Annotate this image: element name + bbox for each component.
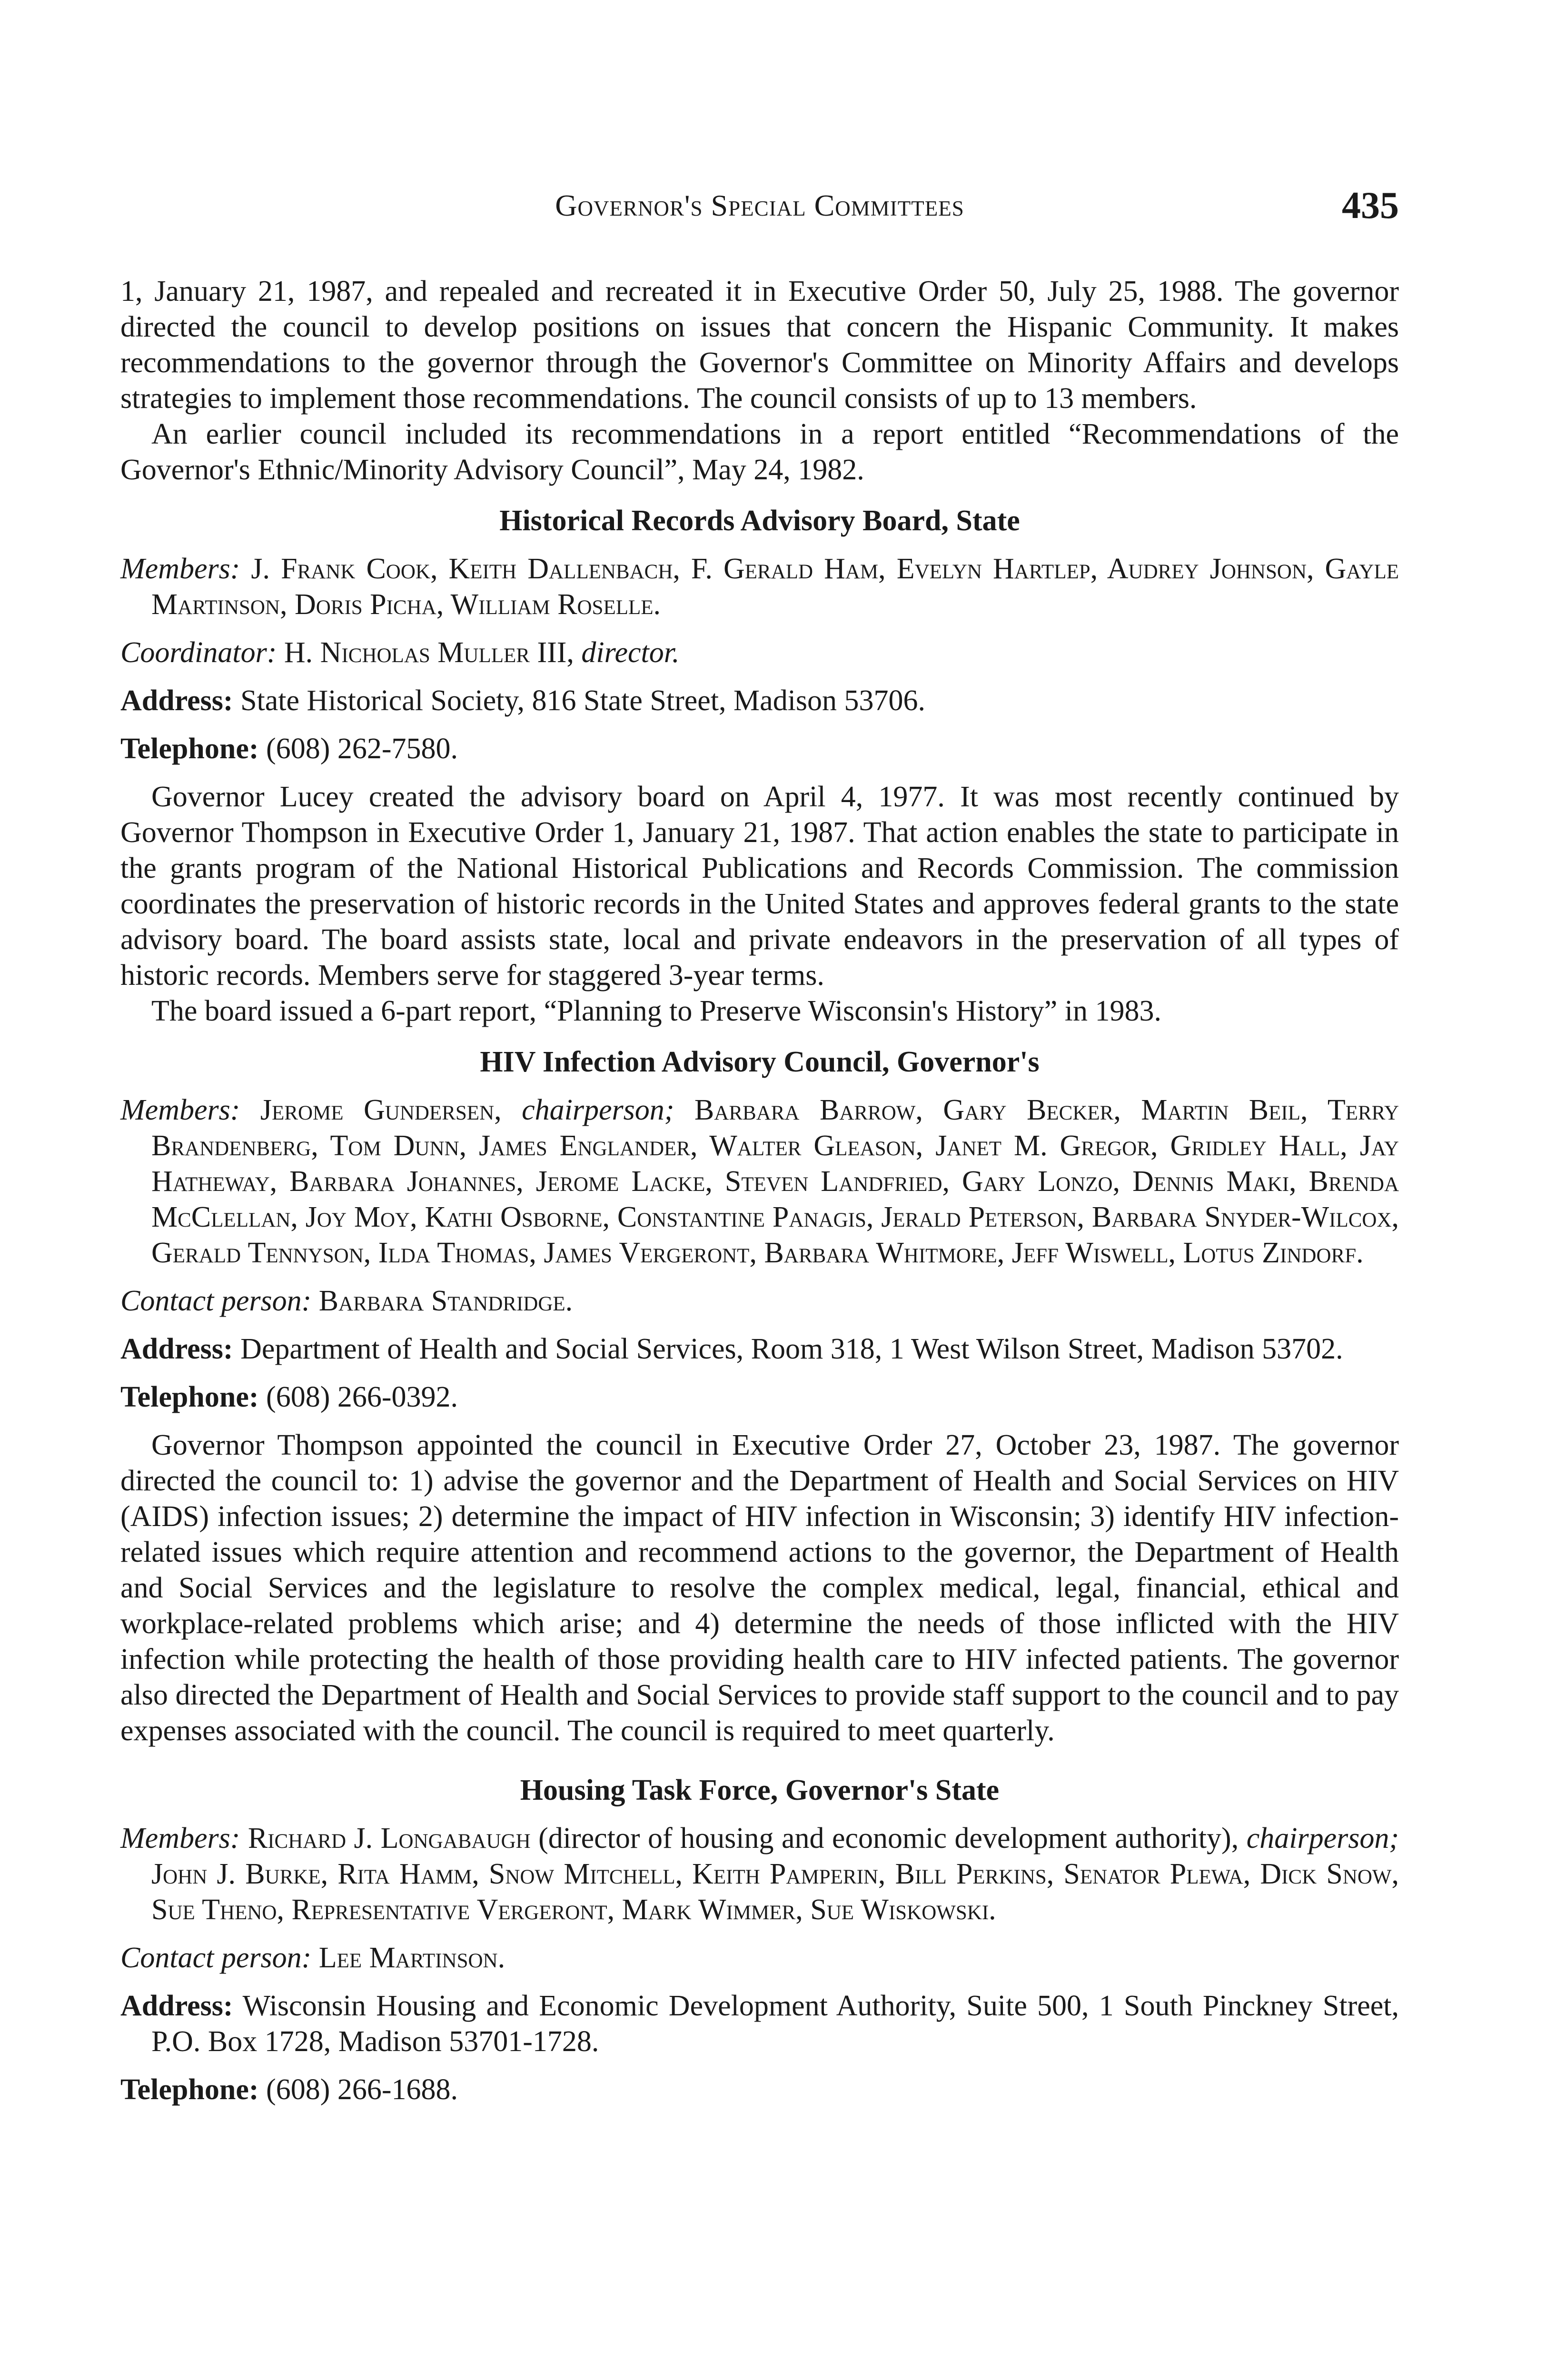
telephone-label: Telephone: (120, 2073, 259, 2106)
address-entry (120, 1331, 1399, 1367)
coordinator-label: Coordinator: (120, 636, 277, 669)
chair-name: Richard J. Longabaugh (248, 1822, 531, 1854)
telephone-label: Telephone: (120, 733, 259, 765)
telephone-value: (608) 266-1688. (266, 2073, 458, 2106)
section-title: HIV Infection Advisory Council, Governor's (480, 1046, 1040, 1078)
telephone-value: (608) 266-0392. (266, 1381, 458, 1413)
telephone-value: (608) 262-7580. (266, 733, 458, 765)
contact-entry (120, 1283, 1399, 1319)
contact-label: Contact person: (120, 1285, 312, 1317)
coordinator-entry (120, 635, 1399, 671)
running-title: Governor's Special Committees (555, 188, 964, 222)
address-value: State Historical Society, 816 State Street, Madison 53706. (240, 684, 926, 717)
section-paragraph: Governor Lucey created the advisory board on April 4, 1977. It was most recently continued by Governor Thompson in Executive Order 1, January 21, 1987. That action enables the state to participate in the grants program of the National Historical Publications and Records Commission. The commission coordinates the preservation of historic records in the United States and approves federal grants to the state advisory board. The board assists state, local and private endeavors in the preservation of all types of historic records. Members serve for staggered 3-year terms. (120, 781, 1399, 992)
section-title: Housing Task Force, Governor's State (520, 1774, 1000, 1806)
contact-name: Lee Martinson. (318, 1942, 505, 1974)
contact-entry (120, 1940, 1399, 1976)
intro-paragraph: 1, January 21, 1987, and repealed and recreated it in Executive Order 50, July 25, 1988. The governor directed the council to develop positions on issues that concern the Hispanic Community. It makes recommendations to the governor through the Governor's Committee on Minority Affairs and develops strategies to implement those recommendations. The council consists of up to 13 members. (120, 275, 1399, 415)
section-housing-task-force (120, 1773, 1399, 2108)
section-hiv-council (120, 1044, 1399, 1749)
members-label: Members: (120, 553, 240, 585)
section-paragraph: The board issued a 6-part report, “Planning to Preserve Wisconsin's History” in 1983. (151, 995, 1161, 1027)
telephone-entry (120, 1379, 1399, 1415)
address-value: Department of Health and Social Services, Room 318, 1 West Wilson Street, Madison 53702. (240, 1333, 1343, 1365)
members-label: Members: (120, 1822, 240, 1854)
page-number: 435 (1342, 185, 1399, 227)
section-title: Historical Records Advisory Board, State (499, 505, 1020, 537)
chair-note: (director of housing and economic development authority), (538, 1822, 1239, 1854)
running-header (120, 185, 1399, 231)
address-value: Wisconsin Housing and Economic Development Authority, Suite 500, 1 South Pinckney Street, P.O. Box 1728, Madison 53701-1728. (151, 1990, 1399, 2058)
members-entry (120, 1821, 1399, 1928)
chair-role: chairperson; (1246, 1822, 1399, 1854)
coordinator-role: director. (581, 636, 680, 669)
members-entry (120, 551, 1399, 623)
members-entry (120, 1092, 1399, 1271)
telephone-entry (120, 731, 1399, 767)
members-list: Barbara Barrow, Gary Becker, Martin Beil, Terry Brandenberg, Tom Dunn, James Englander, Walter Gleason, Janet M. Gregor, Gridley Hall, Jay Hatheway, Barbara Johannes, Jerome Lacke, Steven Landfried, Gary Lonzo, Dennis Maki, Brenda McClellan, Joy Moy, Kathi Osborne, Constantine Panagis, Jerald Peterson, Barbara Snyder-Wilcox, Gerald Tennyson, Ilda Thomas, James Vergeront, Barbara Whitmore, Jeff Wiswell, Lotus Zindorf. (151, 1094, 1399, 1269)
telephone-label: Telephone: (120, 1381, 259, 1413)
intro-paragraph: An earlier council included its recommendations in a report entitled “Recommendations of the Governor's Ethnic/Minority Advisory Council”, May 24, 1982. (120, 418, 1399, 486)
address-entry (120, 1988, 1399, 2060)
address-label: Address: (120, 684, 233, 717)
spacer (120, 1749, 1399, 1757)
chair-role: chairperson; (522, 1094, 674, 1126)
address-entry (120, 683, 1399, 719)
section-paragraph: Governor Thompson appointed the council in Executive Order 27, October 23, 1987. The governor directed the council to: 1) advise the governor and the Department of Health and Social Services on HIV (AIDS) infection issues; 2) determine the impact of HIV infection in Wisconsin; 3) identify HIV infection-related issues which require attention and recommend actions to the governor, the Department of Health and Social Services and the legislature to resolve the complex medical, legal, financial, ethical and workplace-related problems which arise; and 4) determine the needs of those inflicted with the HIV infection while protecting the health of those providing health care to HIV infected patients. The governor also directed the Department of Health and Social Services to provide staff support to the council and to pay expenses associated with the council. The council is required to meet quarterly. (120, 1429, 1399, 1747)
telephone-entry (120, 2072, 1399, 2108)
page-content (120, 274, 1399, 2120)
address-label: Address: (120, 1990, 233, 2022)
members-list: J. Frank Cook, Keith Dallenbach, F. Gerald Ham, Evelyn Hartlep, Audrey Johnson, Gayle Martinson, Doris Picha, William Roselle. (151, 553, 1399, 621)
members-list: John J. Burke, Rita Hamm, Snow Mitchell, Keith Pamperin, Bill Perkins, Senator Plewa, Dick Snow, Sue Theno, Representative Vergeront, Mark Wimmer, Sue Wiskowski. (151, 1858, 1399, 1926)
coordinator-name: H. Nicholas Muller III, (284, 636, 574, 669)
members-label: Members: (120, 1094, 240, 1126)
address-label: Address: (120, 1333, 233, 1365)
contact-label: Contact person: (120, 1942, 312, 1974)
contact-name: Barbara Standridge. (318, 1285, 573, 1317)
section-historical-records (120, 503, 1399, 1029)
chair-name: Jerome Gundersen, (260, 1094, 502, 1126)
